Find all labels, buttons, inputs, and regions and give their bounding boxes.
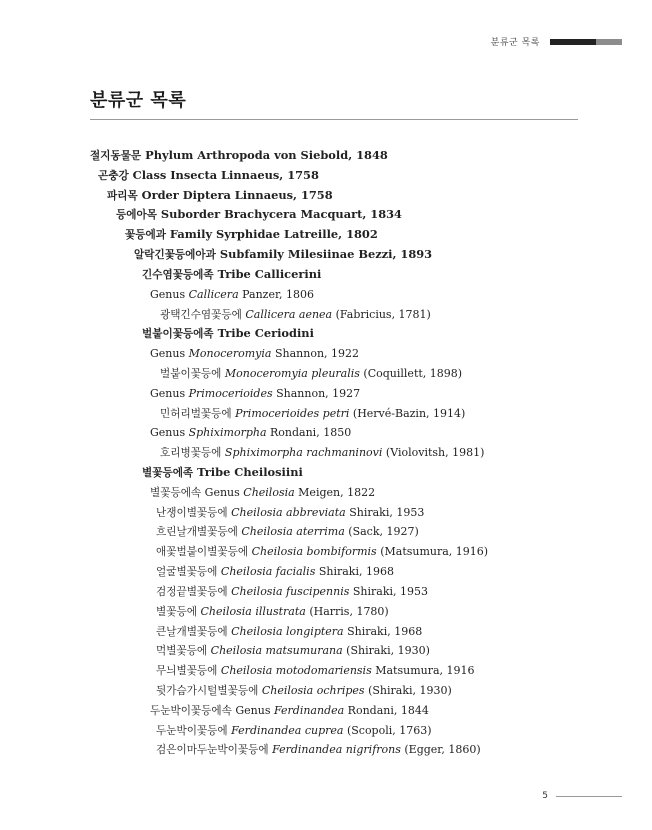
taxon-text: Shannon, 1927	[272, 386, 361, 400]
korean-name: 벌붙이꽃등에	[160, 367, 222, 380]
taxon-text: (Coquillett, 1898)	[359, 366, 463, 380]
taxon-text: Genus	[231, 703, 274, 717]
header-bar-dark	[550, 39, 596, 45]
korean-name: 두눈박이꽃등에	[156, 724, 228, 737]
korean-name: 꽃등에과	[125, 229, 166, 242]
taxon-row	[90, 562, 622, 582]
page-number: 5	[542, 791, 548, 801]
scientific-name: Cheilosia facialis	[220, 565, 316, 579]
taxon-row	[90, 384, 622, 404]
taxon-text: Tribe Callicerini	[213, 266, 322, 281]
korean-name: 두눈박이꽃등에속	[150, 704, 232, 717]
scientific-name: Cheilosia motodomariensis	[220, 664, 372, 678]
taxon-text: Genus	[150, 347, 189, 361]
scientific-name: Cheilosia fuscipennis	[231, 584, 350, 598]
header-bar-grey	[596, 39, 622, 45]
korean-name: 난쟁이별꽃등에	[156, 506, 228, 519]
scientific-name: Cheilosia longiptera	[231, 624, 344, 638]
taxon-row	[90, 186, 622, 206]
taxon-text: Shiraki, 1953	[349, 584, 429, 598]
taxon-text: Shannon, 1922	[271, 347, 360, 361]
taxon-text: (Fabricius, 1781)	[332, 307, 431, 321]
scientific-name: Ferdinandea	[273, 703, 345, 717]
scientific-name: Ferdinandea nigrifrons	[272, 743, 401, 757]
taxon-text: Genus	[150, 426, 189, 440]
page-title: 분류군 목록	[90, 90, 187, 111]
taxon-text: (Sack, 1927)	[344, 525, 419, 539]
taxon-text: Shiraki, 1953	[345, 505, 425, 519]
taxon-row	[90, 285, 622, 305]
scientific-name: Callicera	[188, 287, 239, 301]
korean-name: 벌붙이꽃등에족	[142, 328, 214, 341]
scientific-name: Cheilosia matsumurana	[210, 644, 343, 658]
korean-name: 호리병꽃등에	[160, 447, 222, 460]
taxon-text: (Matsumura, 1916)	[376, 545, 489, 559]
korean-name: 무늬별꽃등에	[156, 665, 218, 678]
taxon-row	[90, 146, 622, 166]
taxon-row	[90, 681, 622, 701]
taxon-row	[90, 483, 622, 503]
taxon-row	[90, 364, 622, 384]
taxon-row	[90, 661, 622, 681]
korean-name: 뒷가슴가시털별꽃등에	[156, 684, 259, 697]
taxon-row	[90, 166, 622, 186]
taxon-text: Suborder Brachycera Macquart, 1834	[156, 207, 402, 222]
korean-name: 등에아목	[116, 209, 157, 222]
taxon-row	[90, 344, 622, 364]
taxon-text: (Shiraki, 1930)	[364, 683, 452, 697]
taxon-row	[90, 602, 622, 622]
scientific-name: Cheilosia abbreviata	[231, 505, 346, 519]
korean-name: 긴수염꽃등에족	[142, 268, 214, 281]
taxon-row	[90, 701, 622, 721]
taxon-text: Rondani, 1850	[266, 426, 352, 440]
taxon-row	[90, 245, 622, 265]
taxon-text: Meigen, 1822	[294, 485, 376, 499]
taxon-row	[90, 522, 622, 542]
scientific-name: Cheilosia aterrima	[241, 525, 345, 539]
scientific-name: Monoceromyia pleuralis	[224, 366, 360, 380]
taxon-row	[90, 641, 622, 661]
taxon-text: Matsumura, 1916	[371, 664, 475, 678]
korean-name: 흐린날개별꽃등에	[156, 526, 238, 539]
korean-name: 검정끝별꽃등에	[156, 585, 228, 598]
korean-name: 광택긴수염꽃등에	[160, 308, 242, 321]
korean-name: 먹별꽃등에	[156, 645, 208, 658]
korean-name: 민허리벌꽃등에	[160, 407, 232, 420]
scientific-name: Sphiximorpha	[188, 426, 267, 440]
korean-name: 절지동물문	[90, 150, 142, 162]
scientific-name: Primocerioides	[188, 386, 273, 400]
taxon-text: Genus	[150, 287, 189, 301]
footer-rule	[556, 796, 622, 797]
korean-name: 검은이마두눈박이꽃등에	[156, 744, 269, 757]
taxon-row	[90, 443, 622, 463]
scientific-name: Sphiximorpha rachmaninovi	[224, 446, 383, 460]
taxon-text: Family Syrphidae Latreille, 1802	[165, 227, 378, 242]
section-header	[491, 35, 622, 48]
taxon-text: (Shiraki, 1930)	[342, 644, 430, 658]
scientific-name: Monoceromyia	[188, 347, 272, 361]
taxon-list	[90, 146, 622, 760]
taxon-row	[90, 542, 622, 562]
taxon-text: Phylum Arthropoda von Siebold, 1848	[141, 148, 388, 162]
taxon-text: Tribe Ceriodini	[213, 326, 314, 341]
scientific-name: Primocerioides petri	[235, 406, 350, 420]
taxon-row	[90, 740, 622, 760]
taxon-text: Panzer, 1806	[238, 287, 315, 301]
scientific-name: Cheilosia ochripes	[261, 683, 365, 697]
section-label: 분류군 목록	[490, 38, 540, 48]
taxon-text: Shiraki, 1968	[343, 624, 423, 638]
title-divider	[90, 119, 578, 120]
taxon-row	[90, 463, 622, 483]
taxon-text: (Egger, 1860)	[400, 743, 481, 757]
korean-name: 애꽃벌붙이별꽃등에	[156, 546, 249, 559]
scientific-name: Cheilosia	[243, 485, 295, 499]
korean-name: 별꽃등에족	[142, 467, 194, 479]
korean-name: 큰날개별꽃등에	[156, 625, 228, 638]
taxon-row	[90, 205, 622, 225]
taxon-text: Shiraki, 1968	[315, 565, 394, 579]
taxon-text: Class Insecta Linnaeus, 1758	[128, 167, 319, 182]
korean-name: 알락긴꽃등에아과	[134, 249, 216, 262]
taxon-text: (Hervé-Bazin, 1914)	[349, 406, 466, 420]
korean-name: 얼굴별꽃등에	[156, 566, 218, 579]
taxon-text: Tribe Cheilosiini	[193, 465, 303, 479]
scientific-name: Cheilosia illustrata	[200, 604, 306, 618]
korean-name: 곤충강	[98, 169, 129, 182]
taxon-row	[90, 324, 622, 344]
taxon-text: (Scopoli, 1763)	[343, 723, 432, 737]
taxon-text: Order Diptera Linnaeus, 1758	[137, 187, 333, 202]
taxon-row	[90, 404, 622, 424]
taxon-row	[90, 582, 622, 602]
page-footer	[542, 791, 622, 801]
taxon-text: Genus	[201, 485, 244, 499]
taxon-row	[90, 225, 622, 245]
taxon-text: Genus	[150, 386, 189, 400]
taxon-row	[90, 423, 622, 443]
taxon-row	[90, 305, 622, 325]
taxon-row	[90, 721, 622, 741]
scientific-name: Cheilosia bombiformis	[251, 545, 377, 559]
korean-name: 별꽃등에	[156, 605, 197, 618]
scientific-name: Ferdinandea cuprea	[231, 723, 344, 737]
scientific-name: Callicera aenea	[245, 307, 333, 321]
taxon-text: (Harris, 1780)	[305, 604, 389, 618]
korean-name: 별꽃등에속	[150, 486, 202, 499]
taxon-row	[90, 503, 622, 523]
taxon-text: Rondani, 1844	[344, 703, 429, 717]
taxon-row	[90, 622, 622, 642]
korean-name: 파리목	[107, 189, 138, 202]
taxon-text: Subfamily Milesiinae Bezzi, 1893	[215, 247, 433, 262]
taxon-text: (Violovitsh, 1981)	[382, 446, 485, 460]
taxon-row	[90, 265, 622, 285]
